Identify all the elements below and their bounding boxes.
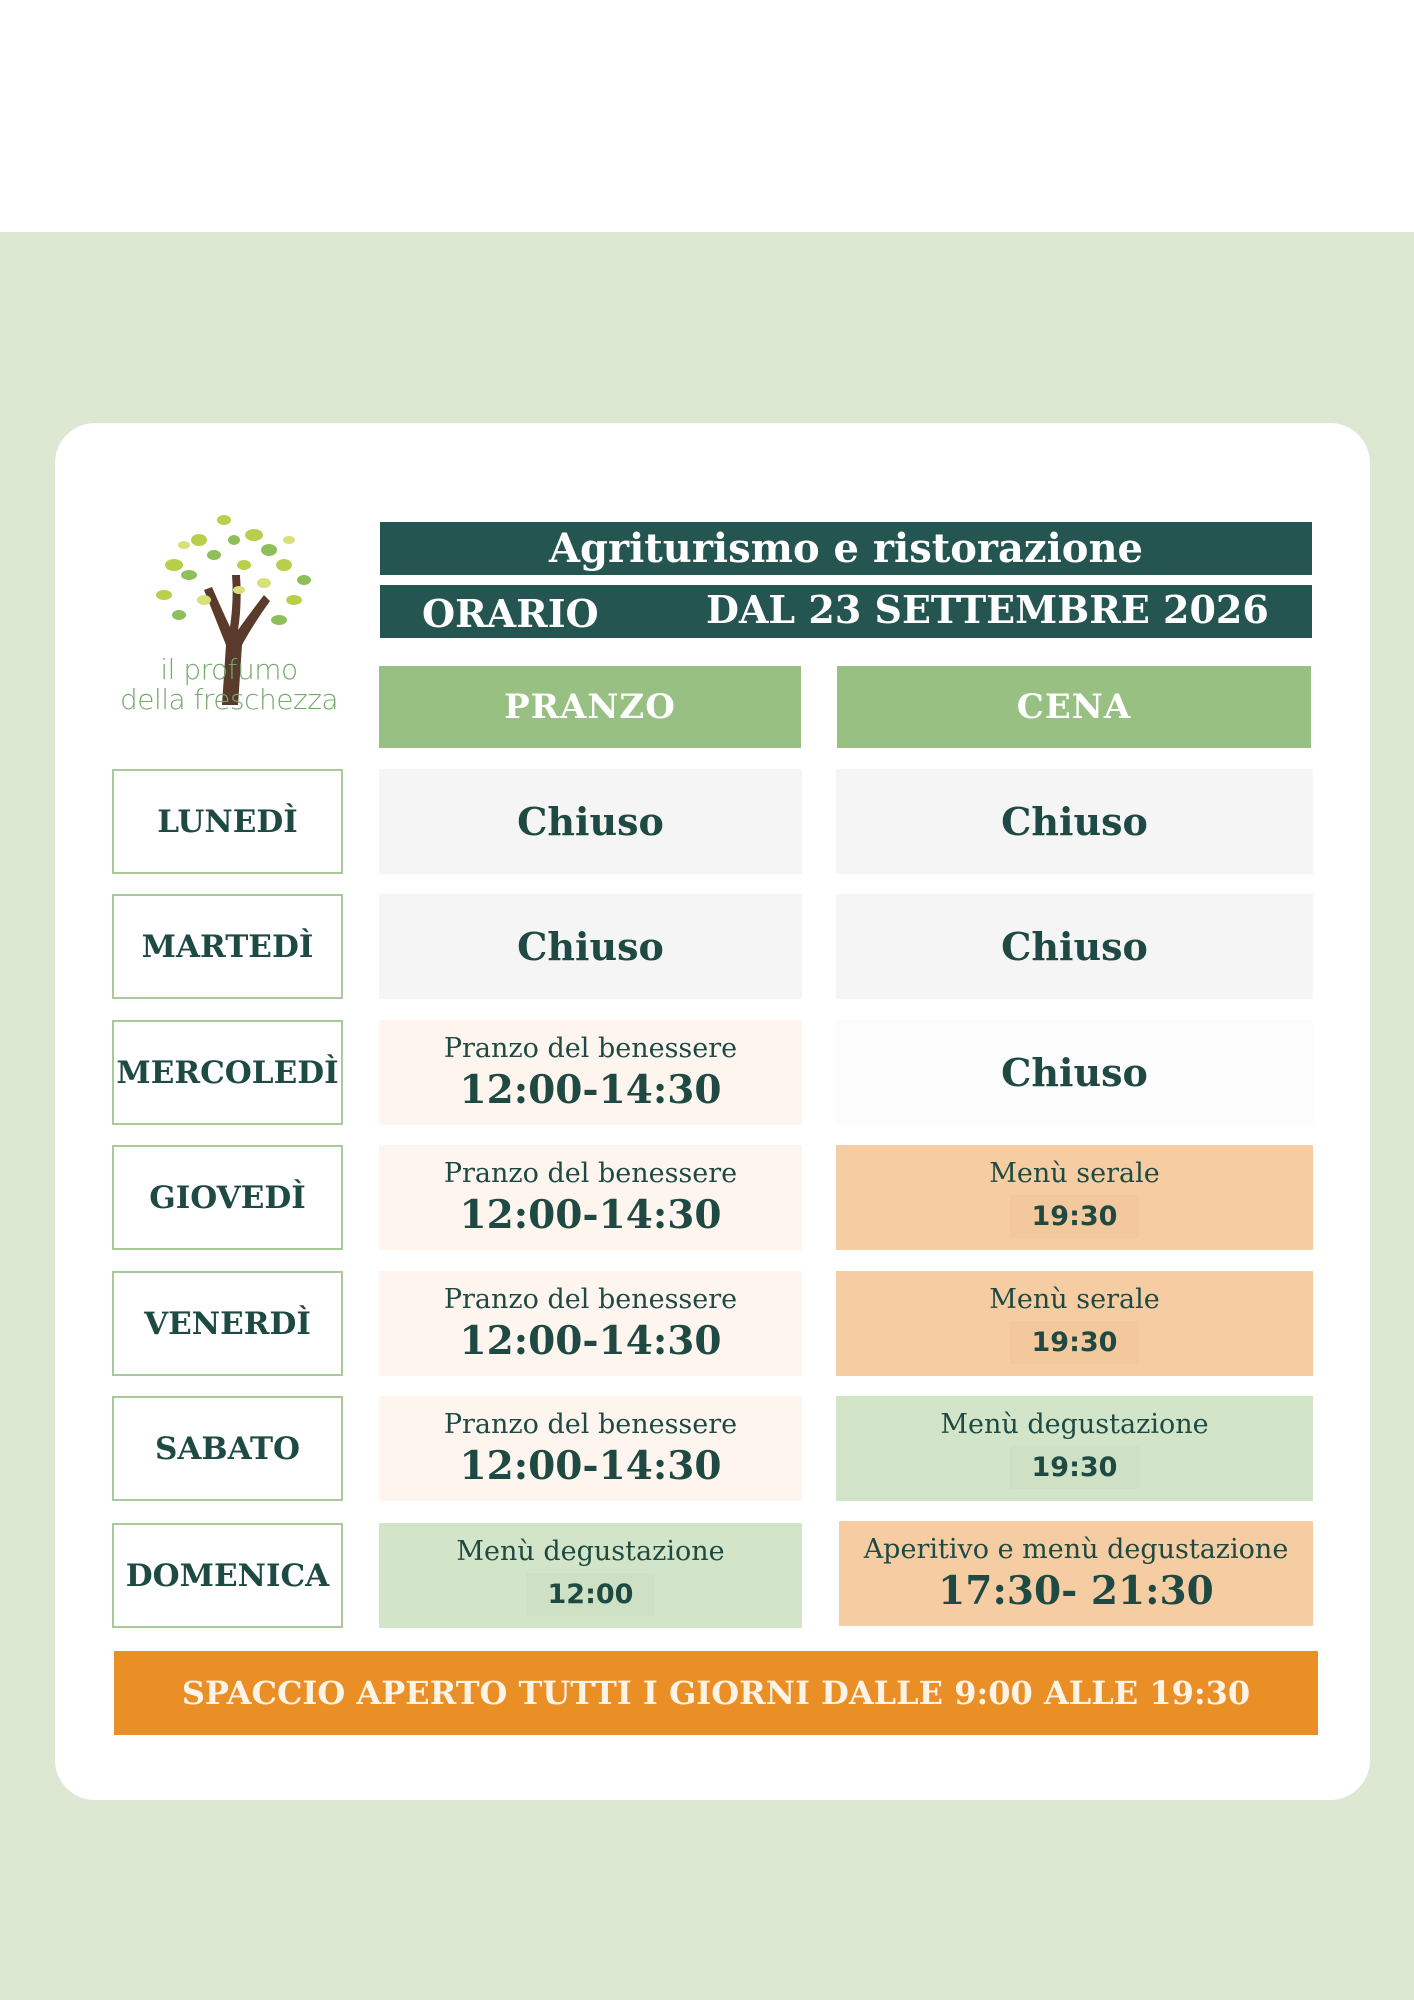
shop-hours-text: SPACCIO APERTO TUTTI I GIORNI DALLE 9:00 ALLE 19:30	[181, 1674, 1251, 1712]
meal-time: 12:00	[526, 1573, 656, 1616]
logo-line-1: il profumo	[160, 653, 298, 686]
cena-cell	[836, 1145, 1313, 1250]
pranzo-cell	[379, 894, 802, 999]
page-title: Agriturismo e ristorazione	[549, 525, 1143, 572]
meal-time: 17:30- 21:30	[938, 1567, 1214, 1614]
shop-hours-banner	[114, 1651, 1318, 1735]
day-label: GIOVEDÌ	[112, 1145, 343, 1250]
day-label: DOMENICA	[112, 1523, 343, 1628]
cena-cell	[836, 1020, 1313, 1125]
cena-cell	[836, 769, 1313, 874]
pranzo-cell	[379, 769, 802, 874]
pranzo-cell	[379, 1020, 802, 1125]
pranzo-cell	[379, 1271, 802, 1376]
meal-label: Menù serale	[989, 1284, 1160, 1315]
logo-wordmark	[104, 655, 354, 715]
orario-label: ORARIO	[422, 591, 599, 636]
meal-label: Pranzo del benessere	[443, 1157, 738, 1189]
meal-label: Menù degustazione	[456, 1536, 725, 1567]
meal-label: Pranzo del benessere	[443, 1032, 738, 1064]
meal-label: Pranzo del benessere	[443, 1283, 738, 1315]
meal-time: 12:00-14:30	[459, 1442, 722, 1489]
title-bar	[380, 522, 1312, 575]
meal-time: 12:00-14:30	[459, 1066, 722, 1113]
closed-text: Chiuso	[517, 924, 664, 969]
closed-text: Chiuso	[1001, 799, 1148, 844]
day-label: SABATO	[112, 1396, 343, 1501]
cena-cell	[839, 1521, 1313, 1626]
meal-label: Menù degustazione	[940, 1409, 1209, 1440]
meal-time: 19:30	[1010, 1195, 1140, 1238]
orario-bar	[380, 585, 1312, 638]
day-label: MERCOLEDÌ	[112, 1020, 343, 1125]
closed-text: Chiuso	[1001, 1050, 1148, 1095]
meal-time: 12:00-14:30	[459, 1317, 722, 1364]
meal-label: Aperitivo e menù degustazione	[863, 1533, 1289, 1565]
column-header-cena: CENA	[837, 666, 1311, 748]
pranzo-cell	[379, 1145, 802, 1250]
day-label: MARTEDÌ	[112, 894, 343, 999]
meal-time: 12:00-14:30	[459, 1191, 722, 1238]
cena-cell	[836, 1396, 1313, 1501]
closed-text: Chiuso	[517, 799, 664, 844]
date-label: DAL 23 SETTEMBRE 2026	[706, 587, 1269, 632]
meal-label: Menù serale	[989, 1158, 1160, 1189]
cena-cell	[836, 894, 1313, 999]
meal-time: 19:30	[1010, 1321, 1140, 1364]
meal-label: Pranzo del benessere	[443, 1408, 738, 1440]
closed-text: Chiuso	[1001, 924, 1148, 969]
pranzo-cell	[379, 1523, 802, 1628]
cena-cell	[836, 1271, 1313, 1376]
pranzo-cell	[379, 1396, 802, 1501]
logo-line-2: della freschezza	[119, 683, 339, 716]
meal-time: 19:30	[1010, 1446, 1140, 1489]
day-label: LUNEDÌ	[112, 769, 343, 874]
column-header-pranzo: PRANZO	[379, 666, 801, 748]
day-label: VENERDÌ	[112, 1271, 343, 1376]
